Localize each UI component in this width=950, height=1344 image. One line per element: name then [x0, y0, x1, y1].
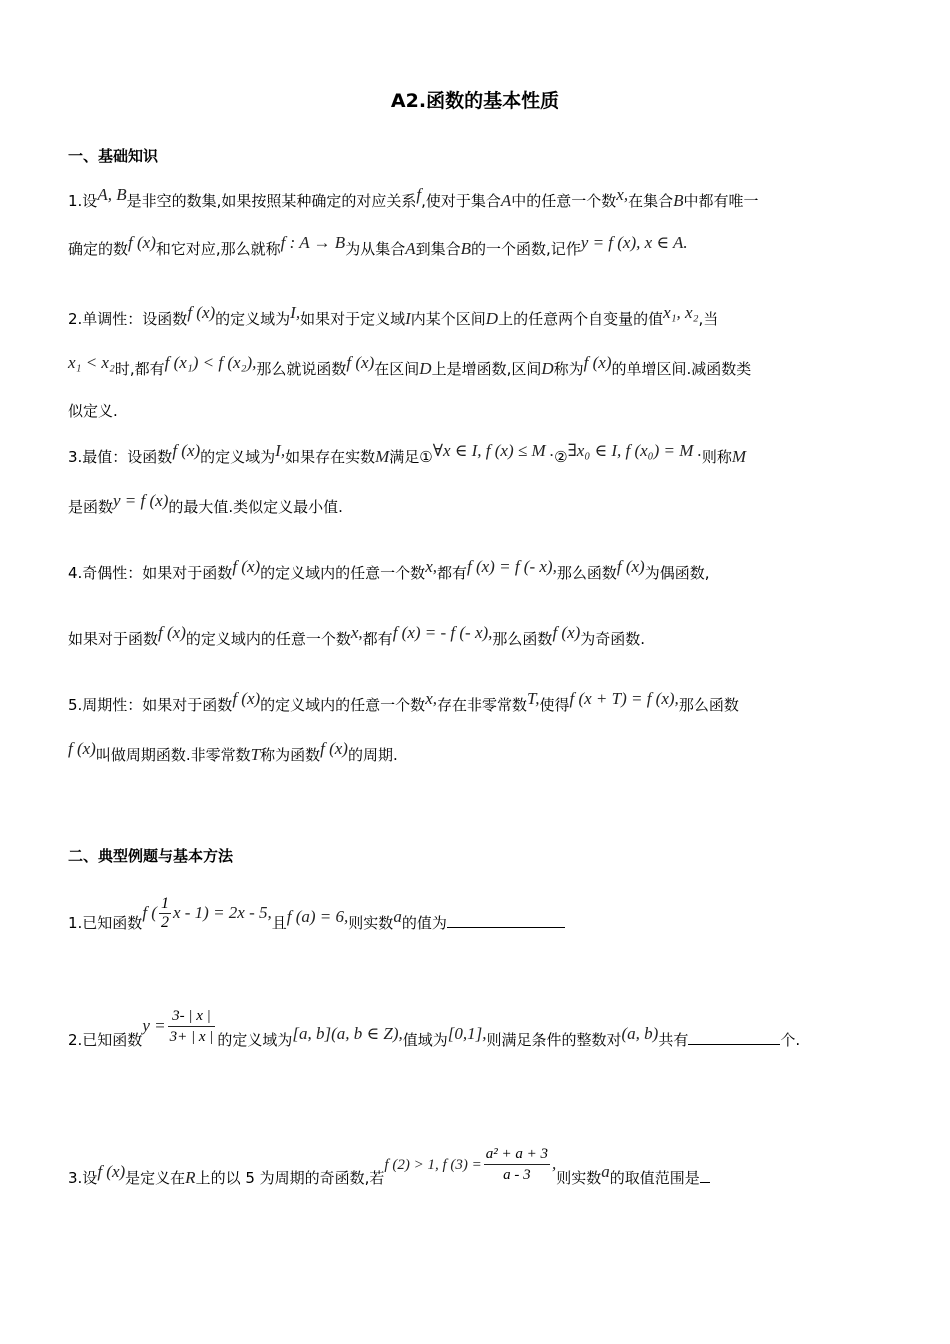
text: 上的以 5 为周期的奇函数,若 [195, 1169, 385, 1187]
math-expr: T, [527, 689, 540, 708]
text: 称为函数 [260, 746, 321, 764]
math-expr: a [393, 907, 402, 926]
text: ,使对于集合 [421, 192, 501, 210]
text: 的周期. [347, 746, 398, 764]
math-expr: f (x) [68, 739, 96, 758]
text: 5.周期性：如果对于函数 [68, 696, 233, 714]
fraction [484, 1144, 550, 1185]
text: 的最大值.类似定义最小值. [168, 498, 343, 516]
text: ② [554, 448, 568, 466]
math-expr: a [601, 1162, 610, 1181]
text: 则实数 [348, 914, 394, 932]
math-expr: A [405, 239, 416, 258]
section-heading-examples: 二、典型例题与基本方法 [68, 847, 234, 865]
math-expr: A [500, 191, 512, 210]
section-heading-basics: 一、基础知识 [68, 147, 159, 165]
fraction [168, 1006, 216, 1047]
math-expr: f (x) [97, 1162, 126, 1181]
math-expr: f (x + T) = f (x), [569, 689, 679, 708]
math-expr: D [419, 359, 432, 378]
math-expr: f (x) = - f (- x), [392, 623, 493, 642]
text: 在集合 [628, 192, 674, 210]
math-expr: f (x) [552, 623, 581, 642]
item5-line1 [68, 689, 884, 716]
text: 和它对应,那么就称 [155, 240, 281, 258]
math-expr: x₁ < x₂ [68, 353, 115, 372]
math-expr: f (x) = f (- x), [467, 557, 557, 576]
text: 值域为 [402, 1031, 448, 1049]
math-expr: x, [425, 689, 437, 708]
text: 的单增区间.减函数类 [611, 360, 752, 378]
fraction [159, 895, 171, 932]
text: 到集合 [415, 240, 461, 258]
text: 的取值范围是 [609, 1169, 700, 1187]
item1-line1 [68, 185, 884, 212]
math-expr: f (2) > 1, f (3) = [384, 1157, 482, 1173]
math-expr: f (x) [232, 689, 261, 708]
text: 存在非零常数 [436, 696, 527, 714]
text: 使得 [539, 696, 570, 714]
text: 则满足条件的整数对 [486, 1031, 622, 1049]
text: 那么函数 [678, 696, 739, 714]
text: 1.设 [68, 192, 98, 210]
math-expr: D [541, 359, 554, 378]
text: 2.已知函数 [68, 1031, 143, 1049]
denominator: 2 [160, 914, 169, 931]
numerator: 1 [160, 895, 169, 912]
text: 的一个函数,记作 [471, 240, 581, 258]
text: 的定义域内的任意一个数 [260, 564, 426, 582]
text: 那么就说函数 [256, 360, 347, 378]
numerator: 3- | x | [168, 1006, 216, 1027]
text: 时,都有 [114, 360, 165, 378]
math-block [142, 996, 217, 1056]
math-expr: f (a) = 6, [286, 907, 349, 926]
text: 叫做周期函数.非零常数 [95, 746, 251, 764]
math-expr: D [485, 309, 499, 328]
text: 的定义域内的任意一个数 [260, 696, 426, 714]
denominator: a - 3 [503, 1167, 531, 1183]
text: 且 [271, 914, 287, 932]
math-expr: I, [275, 441, 286, 460]
text: 上是增函数,区间 [431, 360, 542, 378]
math-expr: ∃x₀ ∈ I, f (x₀) = M . [567, 441, 702, 460]
example3 [68, 1148, 884, 1208]
math-expr: f (x) [172, 441, 201, 460]
text: 的定义域内的任意一个数 [185, 630, 351, 648]
text: ,当 [698, 310, 719, 328]
text: 3.设 [68, 1169, 98, 1187]
math-expr: y = f (x), x ∈ A. [580, 233, 688, 252]
math-expr: , [551, 1154, 557, 1173]
text: 2.单调性：设函数 [68, 310, 188, 328]
math-expr: x₁, x₂ [663, 303, 699, 322]
item4-line2 [68, 623, 884, 650]
math-expr: I, [290, 303, 301, 322]
math-expr: A, B [97, 185, 127, 204]
example2 [68, 1010, 884, 1070]
text: 称为 [553, 360, 584, 378]
math-expr: f (x) [346, 353, 375, 372]
math-expr: f (x₁) < f (x₂), [164, 353, 257, 372]
math-expr: f (x) [616, 557, 645, 576]
answer-blank[interactable] [688, 1030, 780, 1045]
text: 如果对于函数 [68, 630, 159, 648]
text: 在区间 [374, 360, 420, 378]
item2-line3: 似定义. [68, 402, 118, 420]
text: 则称 [701, 448, 732, 466]
text: 中的任意一个数 [511, 192, 617, 210]
text: 的定义域为 [200, 448, 276, 466]
math-expr: ∀x ∈ I, f (x) ≤ M . [432, 441, 555, 460]
text: 那么函数 [556, 564, 617, 582]
text: 1.已知函数 [68, 914, 143, 932]
math-expr: f ( [142, 903, 157, 922]
math-expr: [a, b](a, b ∈ Z), [292, 1024, 403, 1043]
math-expr: B [673, 191, 684, 210]
text: 如果对于定义域 [300, 310, 406, 328]
text: 都有 [436, 564, 467, 582]
text: 是非空的数集,如果按照某种确定的对应关系 [126, 192, 417, 210]
item5-line2 [68, 739, 884, 766]
text: 的定义域为 [215, 310, 291, 328]
math-block [142, 888, 271, 938]
math-expr: f (x) [583, 353, 612, 372]
text: 的定义域为 [217, 1031, 293, 1049]
math-expr: B [460, 239, 471, 258]
math-expr: f [416, 185, 422, 204]
text: 中都有唯一 [683, 192, 759, 210]
math-expr: M [731, 447, 747, 466]
math-expr: f (x) [232, 557, 261, 576]
math-expr: f (x) [187, 303, 216, 322]
math-expr: f (x) [320, 739, 348, 758]
answer-blank[interactable] [447, 913, 565, 928]
math-expr: T [250, 745, 261, 764]
text: 则实数 [556, 1169, 602, 1187]
page-title: A2.函数的基本性质 [390, 90, 560, 112]
math-expr: (a, b) [621, 1024, 659, 1043]
item4-line1 [68, 557, 884, 584]
text: 是定义在 [125, 1169, 186, 1187]
math-expr: x, [425, 557, 437, 576]
text: 4.奇偶性：如果对于函数 [68, 564, 233, 582]
text: 是函数 [68, 498, 114, 516]
text: 上的任意两个自变量的值 [498, 310, 664, 328]
math-block [384, 1134, 556, 1195]
text: 如果存在实数 [285, 448, 376, 466]
math-expr: f (x) [128, 233, 156, 252]
text: 3.最值：设函数 [68, 448, 173, 466]
text: 为奇函数. [580, 630, 646, 648]
math-expr: [0,1], [447, 1024, 487, 1043]
math-expr: f : A → B [280, 233, 346, 252]
text: 那么函数 [492, 630, 553, 648]
text: 确定的数 [68, 240, 129, 258]
text: 内某个区间 [410, 310, 486, 328]
math-expr: f (x) [158, 623, 186, 642]
denominator: 3+ | x | [169, 1029, 214, 1045]
item2-line2 [68, 353, 884, 380]
text: 为偶函数, [644, 564, 710, 582]
text: 共有 [658, 1031, 689, 1049]
numerator: a² + a + 3 [484, 1144, 550, 1165]
item3-line2 [68, 491, 884, 518]
math-expr: x, [350, 623, 363, 642]
math-expr: R [185, 1168, 196, 1187]
math-expr: x, [616, 185, 629, 204]
math-expr: x - 1) = 2x - 5, [172, 903, 272, 922]
math-expr: M [375, 447, 390, 466]
text: 都有 [362, 630, 393, 648]
text: 为从集合 [345, 240, 406, 258]
math-expr: y = [142, 1016, 166, 1035]
answer-blank[interactable] [700, 1168, 710, 1183]
text: 个. [780, 1031, 801, 1049]
item1-line2 [68, 233, 884, 260]
math-expr: I [405, 309, 411, 328]
item3-line1 [68, 441, 884, 468]
text: 的值为 [401, 914, 447, 932]
example1 [68, 895, 884, 948]
item2-line1 [68, 303, 884, 330]
math-expr: y = f (x) [113, 491, 169, 510]
text: 满足① [389, 448, 433, 466]
